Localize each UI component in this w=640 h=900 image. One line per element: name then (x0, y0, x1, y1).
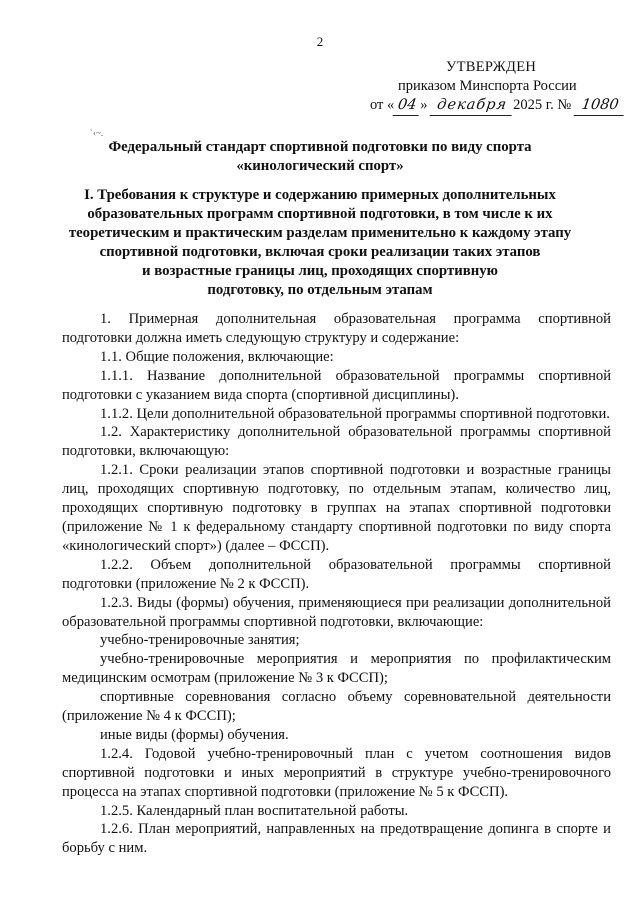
title-line: «кинологический спорт» (236, 158, 404, 174)
section-heading-line: I. Требования к структуре и содержанию примерных дополнительных (84, 187, 556, 203)
paragraph: спортивные соревнования согласно объему соревновательной деятельности (приложение № 4 к ФССП); (62, 689, 611, 725)
section-heading-line: спортивной подготовки, включая сроки реализации таких этапов (99, 244, 541, 260)
paragraph: 1.1. Общие положения, включающие: (100, 348, 334, 365)
handwritten-order-number: 1080 (573, 96, 626, 116)
paragraph: 1.2.5. Календарный план воспитательной работы. (100, 802, 409, 819)
page-number: 2 (316, 34, 324, 49)
scan-mark: `‹~. (90, 128, 104, 138)
section-heading-line: и возрастные границы лиц, проходящих спортивную (142, 263, 498, 279)
paragraph: 1.2.4. Годовой учебно-тренировочный план с учетом соотношения видов спортивной подготовки и иных мероприятий в структуре учебно-тренировочного процесса на этапах спортивной подготовки (приложение № 5 к ФССП). (62, 745, 611, 800)
approval-approved: УТВЕРЖДЕН (446, 59, 537, 75)
paragraph: 1.1.2. Цели дополнительной образовательной программы спортивной подготовки. (100, 405, 610, 422)
title-line: Федеральный стандарт спортивной подготовки по виду спорта (108, 139, 532, 155)
section-heading-line: подготовку, по отдельным этапам (207, 282, 433, 298)
date-prefix: от « (370, 97, 395, 113)
date-middle: » (420, 97, 428, 113)
approval-order: приказом Минспорта России (398, 78, 577, 94)
handwritten-day: 04 (393, 96, 422, 116)
paragraph: 1.2. Характеристику дополнительной образовательной программы спортивной подготовки, включающую: (62, 424, 611, 460)
section-heading (60, 186, 580, 300)
paragraph: иные виды (формы) обучения. (100, 726, 289, 743)
approval-block (370, 58, 620, 116)
date-year: 2025 г. № (513, 97, 572, 113)
paragraph: учебно-тренировочные занятия; (100, 632, 300, 649)
document-title (60, 138, 580, 176)
handwritten-month: декабря (430, 96, 515, 116)
paragraph: учебно-тренировочные мероприятия и мероприятия по профилактическим медицинским осмотрам (приложение № 3 к ФССП); (62, 651, 611, 687)
section-heading-line: образовательных программ спортивной подготовки, в том числе к их (87, 206, 553, 222)
section-heading-line: теоретическим и практическим разделам применительно к каждому этапу (68, 225, 572, 241)
paragraph: 1.2.6. План мероприятий, направленных на предотвращение допинга в спорте и борьбу с ним. (62, 821, 611, 857)
paragraph: 1.2.2. Объем дополнительной образовательной программы спортивной подготовки (приложение № 2 к ФССП). (62, 556, 611, 592)
paragraph: 1.2.1. Сроки реализации этапов спортивной подготовки и возрастные границы лиц, проходящих спортивную подготовку, по отдельным этапам, количество лиц, проходящих спортивную подготовку в группах на этапах спортивной подготовки (приложение № 1 к федеральному стандарту спортивной подготовки по виду спорта «кинологический спорт») (далее – ФССП). (62, 462, 611, 554)
paragraph: 1.2.3. Виды (формы) обучения, применяющиеся при реализации дополнительной образовательной программы спортивной подготовки, включающие: (62, 594, 611, 630)
approval-date-line (370, 96, 620, 116)
paragraph: 1. Примерная дополнительная образовательная программа спортивной подготовки должна иметь следующую структуру и содержание: (62, 311, 611, 346)
document-body (62, 310, 611, 858)
paragraph: 1.1.1. Название дополнительной образовательной программы спортивной подготовки с указанием вида спорта (спортивной дисциплины). (62, 367, 611, 403)
